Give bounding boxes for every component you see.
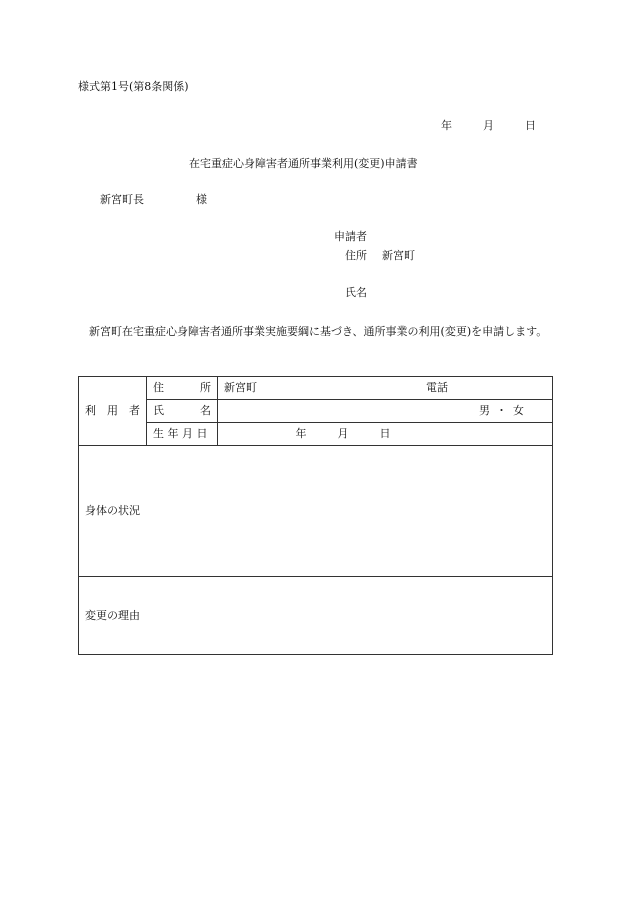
addressee-name: 新宮町長 xyxy=(100,193,144,206)
physical-condition-cell[interactable] xyxy=(79,446,553,577)
date-line xyxy=(441,119,536,133)
address-label-char: 所 xyxy=(200,381,211,394)
applicant-address-value: 新宮町 xyxy=(382,249,415,262)
user-label-char: 者 xyxy=(129,404,140,417)
birth-label-cell xyxy=(147,423,218,446)
address-label-cell xyxy=(147,377,218,400)
user-label-cell xyxy=(79,377,147,446)
name-value-cell[interactable] xyxy=(218,400,553,423)
birth-label: 生 年 月 日 xyxy=(153,427,208,440)
birth-year: 年 xyxy=(295,427,307,440)
address-value: 新宮町 xyxy=(224,381,257,394)
date-day: 日 xyxy=(525,119,536,132)
document-title: 在宅重症心身障害者通所事業利用(変更)申請書 xyxy=(189,157,418,170)
gender-male[interactable]: 男 xyxy=(479,404,490,417)
date-year: 年 xyxy=(441,119,452,132)
physical-condition-label: 身体の状況 xyxy=(85,504,140,517)
change-reason-label: 変更の理由 xyxy=(85,608,140,622)
name-label-char: 氏 xyxy=(153,404,164,417)
phone-label: 電話 xyxy=(426,381,448,394)
applicant-heading: 申請者 xyxy=(334,230,367,243)
applicant-name-label: 氏名 xyxy=(345,286,367,299)
addressee-honorific: 様 xyxy=(196,193,207,206)
gender-female[interactable]: 女 xyxy=(513,404,524,417)
address-label-char: 住 xyxy=(153,381,164,394)
request-statement: 新宮町在宅重症心身障害者通所事業実施要綱に基づき、通所事業の利用(変更)を申請します。 xyxy=(89,325,548,338)
date-month: 月 xyxy=(483,119,494,132)
change-reason-cell[interactable] xyxy=(79,577,553,655)
gender-options xyxy=(479,404,552,418)
name-label-char: 名 xyxy=(200,404,211,417)
gender-separator: ・ xyxy=(496,404,507,417)
applicant-address-label: 住所 xyxy=(345,249,367,262)
name-label-cell xyxy=(147,400,218,423)
form-number: 様式第1号(第8条関係) xyxy=(78,80,189,93)
birth-value-cell[interactable] xyxy=(218,423,553,446)
birth-month: 月 xyxy=(337,427,349,440)
birth-day: 日 xyxy=(379,427,391,440)
user-label-char: 用 xyxy=(107,404,118,417)
user-label-char: 利 xyxy=(85,404,96,417)
application-table xyxy=(78,376,553,655)
address-value-cell[interactable] xyxy=(218,377,553,400)
